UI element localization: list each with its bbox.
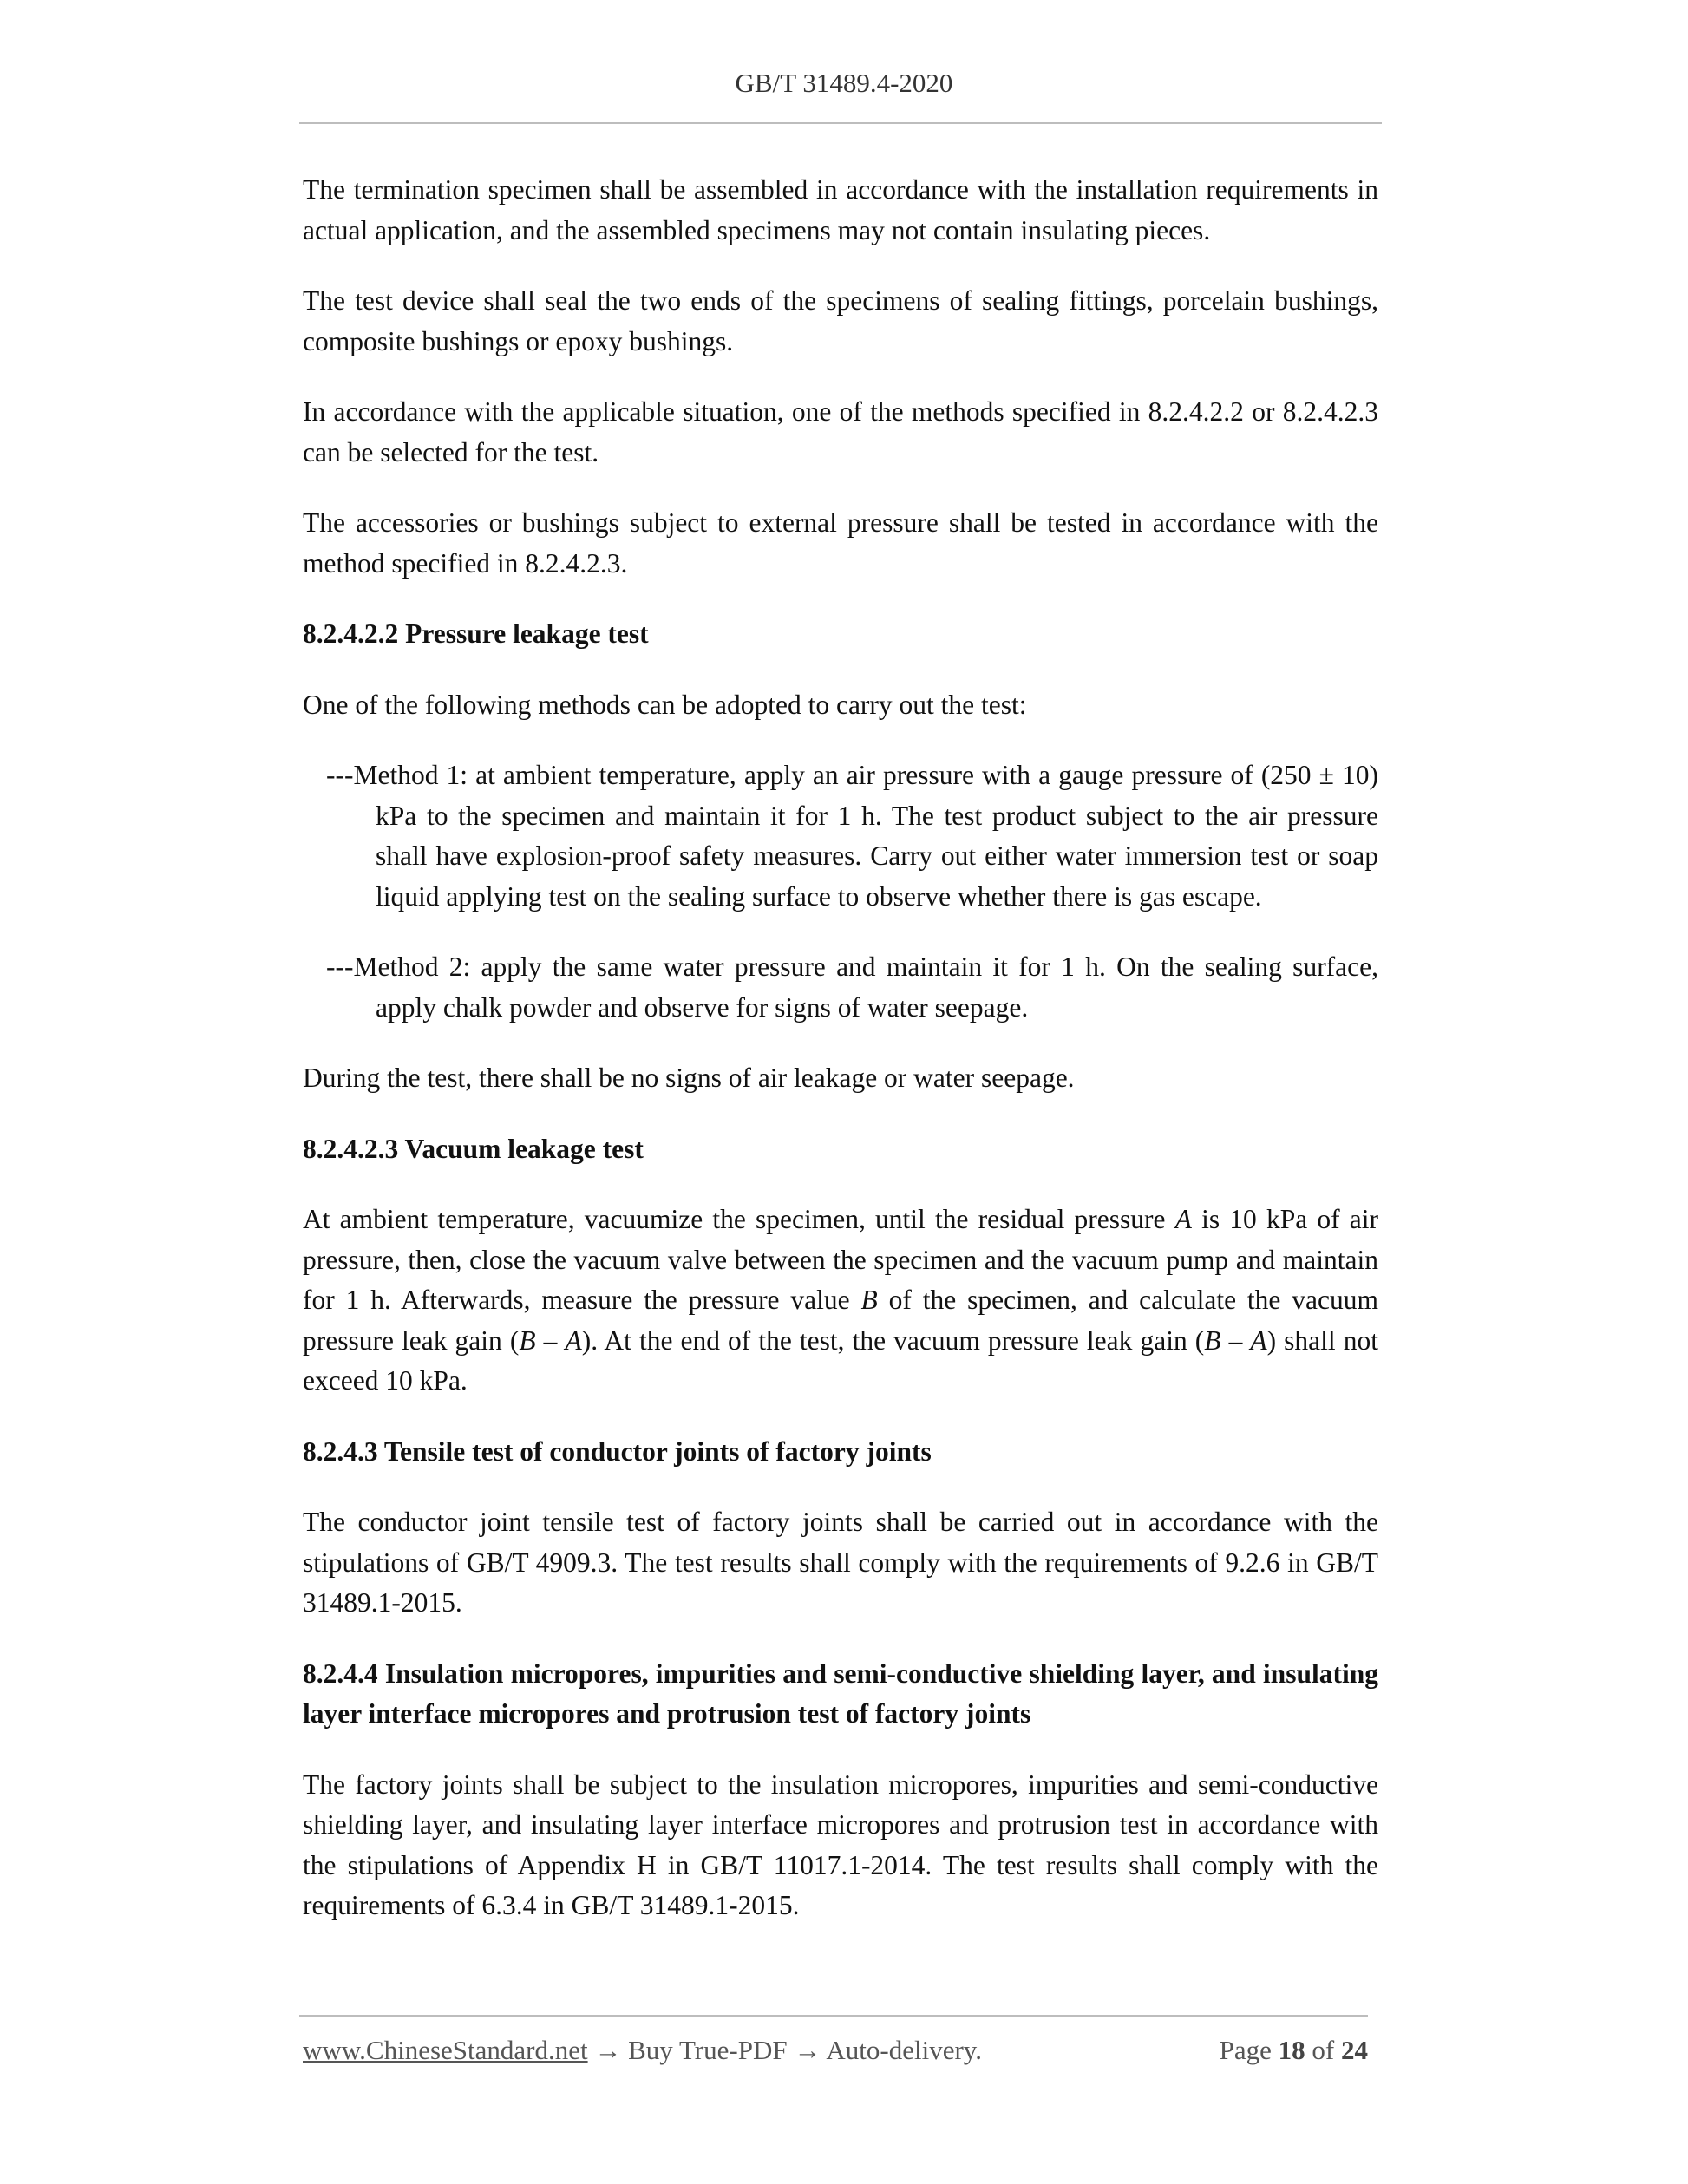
header-divider <box>299 122 1382 124</box>
section-heading-tensile-test: 8.2.4.3 Tensile test of conductor joints of factory joints <box>303 1435 932 1467</box>
variable-a: A <box>1174 1204 1192 1234</box>
variable-b: B <box>860 1285 878 1315</box>
footer-divider <box>299 2015 1368 2017</box>
page-number <box>1220 2035 1368 2066</box>
auto-delivery-text: Auto-delivery. <box>826 2035 983 2065</box>
paragraph-test-device: The test device shall seal the two ends of the specimens of sealing fittings, porcelain bushings, composite bushings or epoxy bushings. <box>303 285 1378 356</box>
list-item-method-2: ---Method 2: apply the same water pressure and maintain it for 1 h. On the sealing surface, apply chalk powder and observe for signs of water seepage. <box>326 951 1378 1023</box>
paragraph-no-leakage: During the test, there shall be no signs of air leakage or water seepage. <box>303 1063 1075 1093</box>
list-item-method-1: ---Method 1: at ambient temperature, apply an air pressure with a gauge pressure of (250 ± 10) kPa to the specimen and maintain it for 1 h. The test product subject to the air pressure shall have explosion-proof safety measures. Carry out either water immersion test or soap liquid applying test on the sealing surface to observe whether there is gas escape. <box>326 760 1378 912</box>
paragraph-vacuum-procedure <box>303 1200 1378 1402</box>
section-heading-pressure-leakage: 8.2.4.2.2 Pressure leakage test <box>303 618 649 649</box>
section-heading-vacuum-leakage: 8.2.4.2.3 Vacuum leakage test <box>303 1133 644 1164</box>
buy-pdf-text: Buy True-PDF <box>628 2035 788 2065</box>
variable-b: B <box>1204 1324 1221 1356</box>
document-header-title: GB/T 31489.4-2020 <box>735 68 953 98</box>
variable-a: A <box>565 1324 582 1356</box>
text-run: is 10 kPa of air pressure, then, close the vacuum valve between the specimen and the vacuum pump and maintain for 1 h. Afterwards, measure the pressure value <box>303 1204 1378 1315</box>
text-run: ) shall not exceed 10 kPa. <box>303 1324 1378 1396</box>
paragraph-tensile-test: The conductor joint tensile test of factory joints shall be carried out in accordance with the stipulations of GB/T 4909.3. The test results shall comply with the requirements of 9.2.6 in GB/T 31489.1-2015. <box>303 1507 1378 1618</box>
arrow-icon: → <box>787 2035 827 2065</box>
paragraph-method-selection: In accordance with the applicable situation, one of the methods specified in 8.2.4.2.2 or 8.2.4.2.3 can be selected for the test. <box>303 396 1378 468</box>
website-link[interactable]: www.ChineseStandard.net <box>303 2035 588 2065</box>
variable-b: B <box>519 1324 536 1356</box>
section-heading-insulation-micropores: 8.2.4.4 Insulation micropores, impurities and semi-conductive shielding layer, and insulating layer interface micropores and protrusion test of factory joints <box>303 1658 1378 1729</box>
paragraph-methods-intro: One of the following methods can be adopted to carry out the test: <box>303 689 1027 720</box>
paragraph-termination-specimen: The termination specimen shall be assembled in accordance with the installation requirements in actual application, and the assembled specimens may not contain insulating pieces. <box>303 174 1378 245</box>
text-run: At ambient temperature, vacuumize the specimen, until the residual pressure <box>303 1204 1175 1234</box>
arrow-icon: → <box>587 2035 629 2065</box>
footer-promo <box>303 2035 982 2066</box>
total-pages: 24 <box>1341 2035 1368 2065</box>
paragraph-external-pressure: The accessories or bushings subject to external pressure shall be tested in accordance with the method specified in 8.2.4.2.3. <box>303 507 1378 579</box>
paragraph-insulation-micropores: The factory joints shall be subject to the insulation micropores, impurities and semi-conductive shielding layer, and insulating layer interface micropores and protrusion test in accordance with the stipulations of Appendix H in GB/T 11017.1-2014. The test results shall comply with the requirements of 6.3.4 in GB/T 31489.1-2015. <box>303 1769 1378 1920</box>
text-run: ). At the end of the test, the vacuum pressure leak gain ( <box>581 1324 1205 1356</box>
page-label: Page <box>1219 2035 1272 2065</box>
current-page: 18 <box>1278 2035 1305 2065</box>
of-label: of <box>1312 2035 1335 2065</box>
document-body <box>303 170 1378 1957</box>
text-run: of the specimen, and calculate the vacuum pressure leak gain ( <box>303 1285 1378 1356</box>
variable-a: A <box>1250 1324 1267 1356</box>
text-run: – <box>535 1324 566 1356</box>
text-run: – <box>1220 1324 1251 1356</box>
